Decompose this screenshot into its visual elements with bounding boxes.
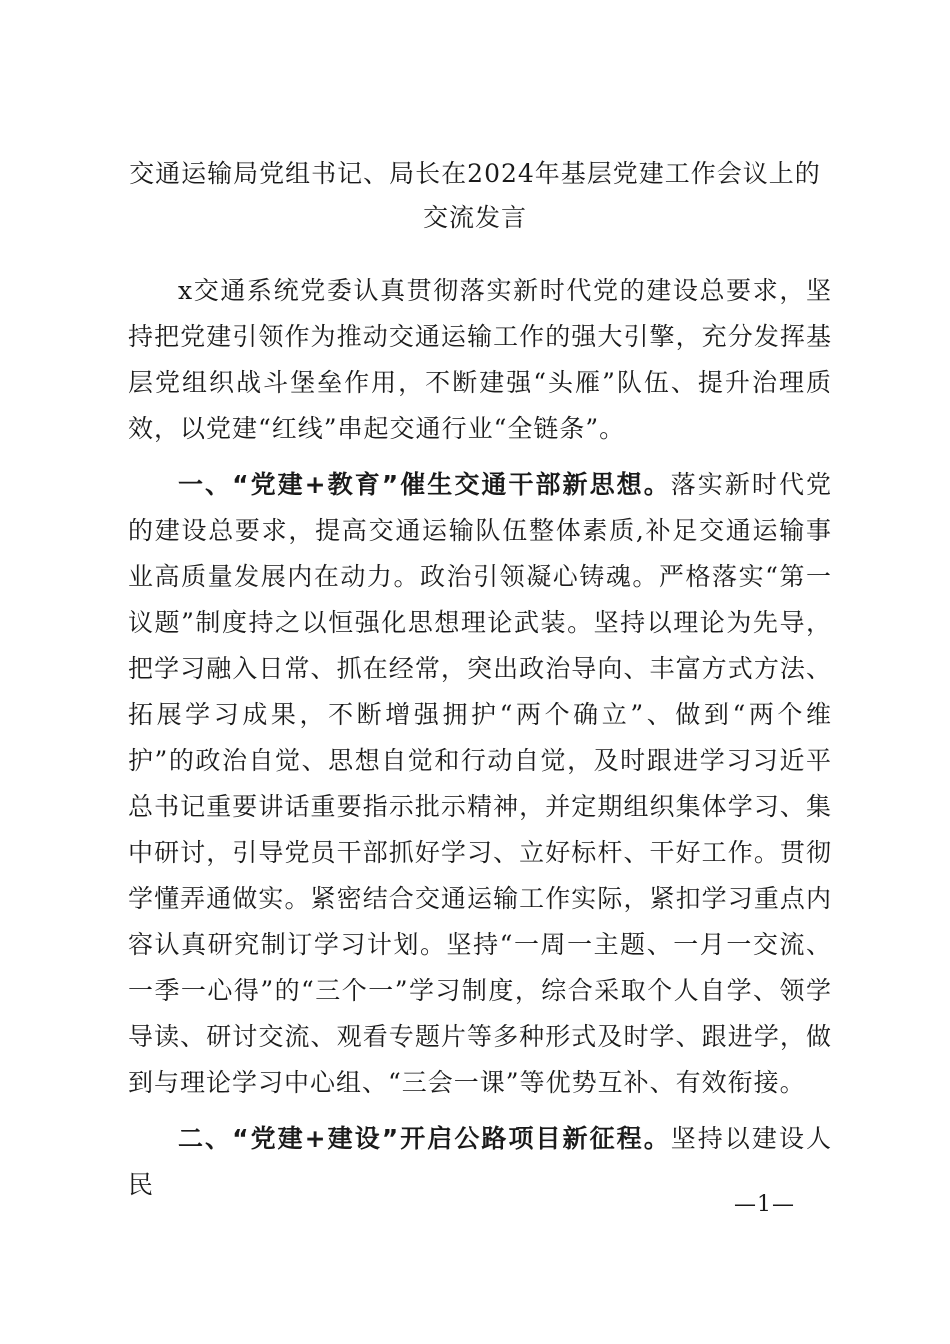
section-2-heading: 二、“党建+建设”开启公路项目新征程。: [178, 1124, 671, 1153]
section-2-text: 坚持以建设人民: [128, 1124, 832, 1199]
section-1-heading: 一、“党建+教育”催生交通干部新思想。: [178, 470, 671, 499]
document-title: 交通运输局党组书记、局长在2024年基层党建工作会议上的交流发言: [129, 159, 821, 232]
section-1-text: 落实新时代党的建设总要求，提高交通运输队伍整体素质,补足交通运输事业高质量发展内在动力。政治引领凝心铸魂。严格落实“第一议题”制度持之以恒强化思想理论武装。坚持以理论为先导，把学习融入日常、抓在经常，突出政治导向、丰富方式方法、拓展学习成果，不断增强拥护“两个确立”、做到“两个维护”的政治自觉、思想自觉和行动自觉，及时跟进学习习近平总书记重要讲话重要指示批示精神，并定期组织集体学习、集中研讨，引导党员干部抓好学习、立好标杆、干好工作。贯彻学懂弄通做实。紧密结合交通运输工作实际，紧扣学习重点内容认真研究制订学习计划。坚持“一周一主题、一月一交流、一季一心得”的“三个一”学习制度，综合采取个人自学、领学导读、研讨交流、观看专题片等多种形式及时学、跟进学，做到与理论学习中心组、“三会一课”等优势互补、有效衔接。: [128, 470, 832, 1097]
section-2-paragraph: [128, 1116, 832, 1208]
page-number: —1—: [734, 1192, 795, 1217]
document-body: [128, 268, 832, 1208]
section-1-paragraph: [128, 462, 832, 1106]
intro-paragraph: x交通系统党委认真贯彻落实新时代党的建设总要求，坚持把党建引领作为推动交通运输工作的强大引擎，充分发挥基层党组织战斗堡垒作用，不断建强“头雁”队伍、提升治理质效，以党建“红线”串起交通行业“全链条”。: [128, 276, 832, 443]
